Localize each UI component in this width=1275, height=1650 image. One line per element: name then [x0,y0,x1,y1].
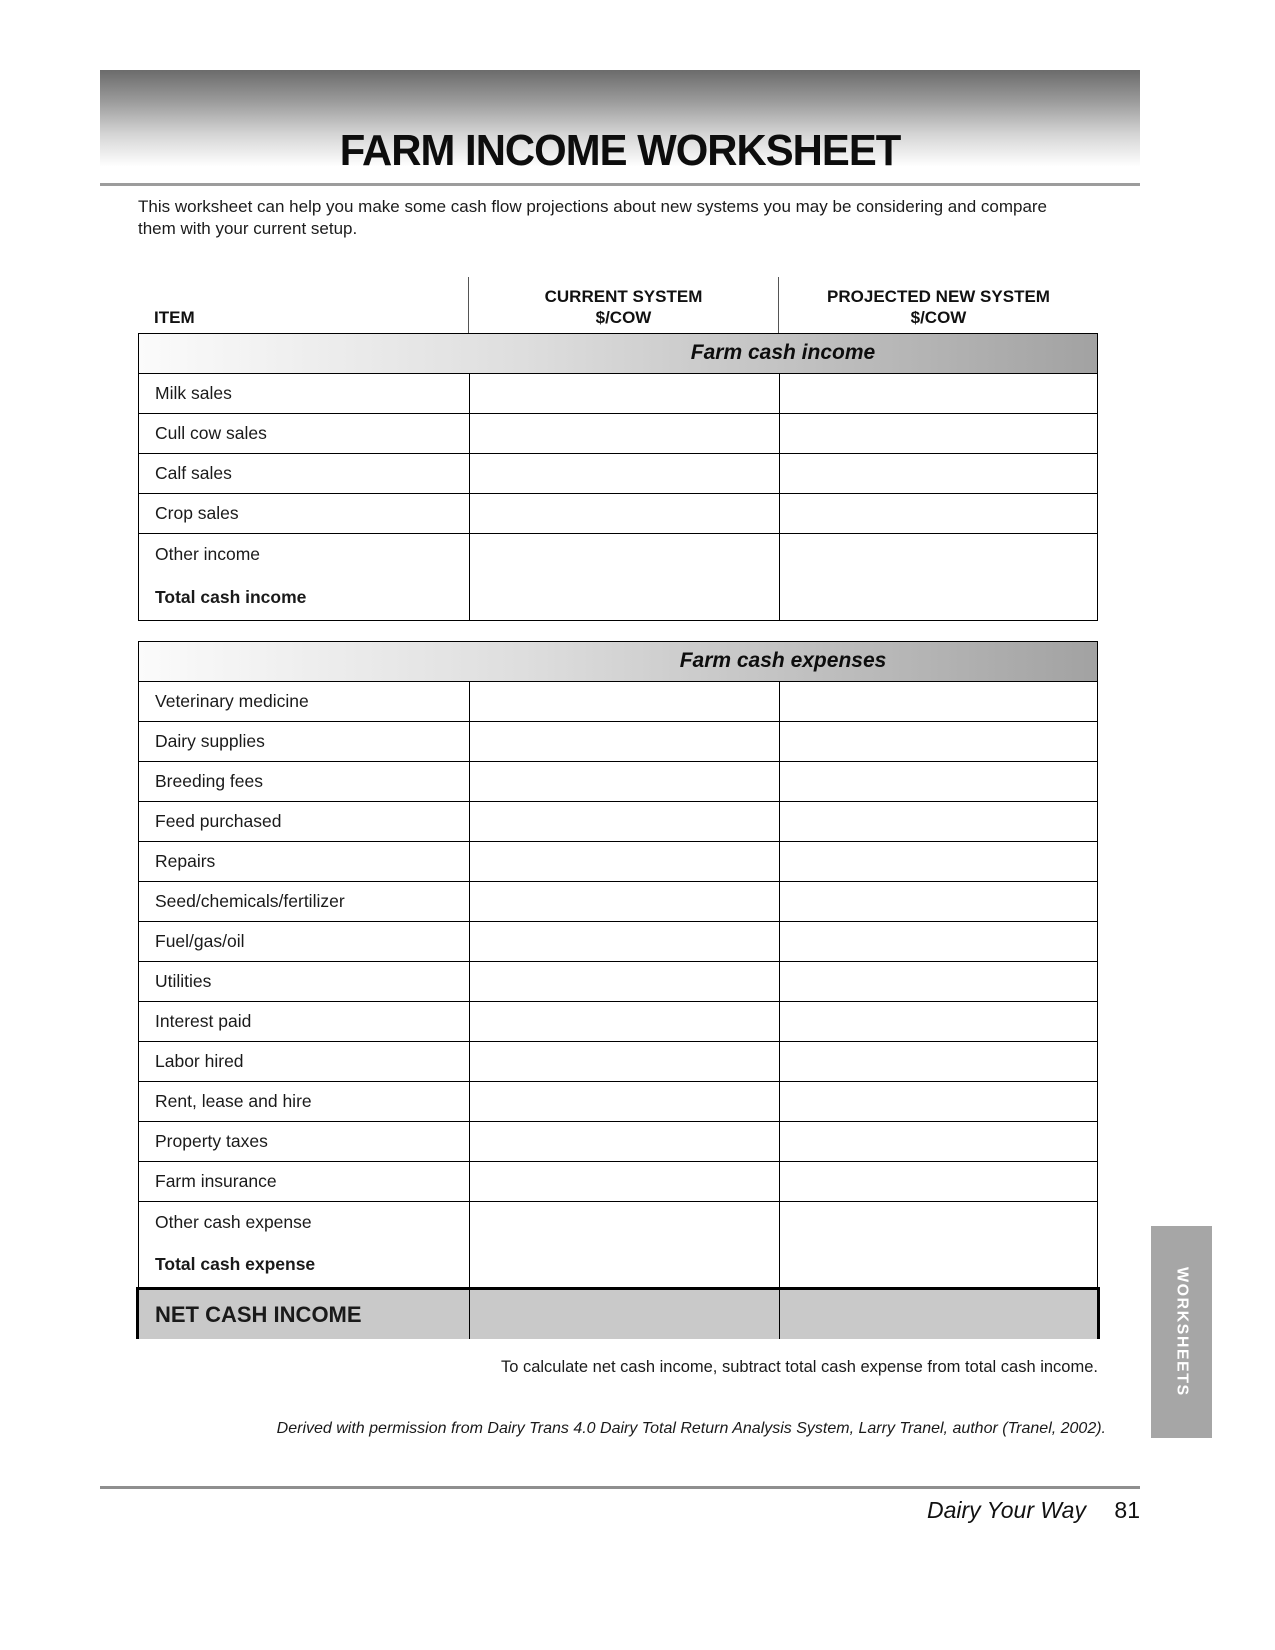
page-title: FARM INCOME WORKSHEET [339,126,901,175]
expense-row-label: Feed purchased [155,811,282,831]
column-header-current-system [468,277,778,333]
projected-system-value-cell[interactable] [779,1002,1097,1041]
current-system-value-cell[interactable] [469,1242,779,1287]
current-system-value-cell[interactable] [469,922,779,961]
income-rows [139,374,1097,574]
current-system-value-cell[interactable] [469,574,779,620]
income-row-label: Cull cow sales [155,423,267,443]
expense-row-label: Seed/chemicals/fertilizer [155,891,345,911]
title-banner [100,70,1140,180]
current-system-value-cell[interactable] [469,1122,779,1161]
current-system-value-cell[interactable] [469,1290,779,1339]
current-system-value-cell[interactable] [469,682,779,721]
current-system-value-cell[interactable] [469,762,779,801]
income-section-title: Farm cash income [690,341,876,364]
expense-row-label: Breeding fees [155,771,263,791]
projected-system-value-cell[interactable] [779,762,1097,801]
expense-row [139,1122,1097,1162]
income-row [139,494,1097,534]
projected-system-value-cell[interactable] [779,1122,1097,1161]
current-system-value-cell[interactable] [469,534,779,574]
intro-paragraph: This worksheet can help you make some cash flow projections about new systems you may be considering and compare them with your current setup. [138,197,1048,238]
farm-cash-expenses-table [138,641,1098,1339]
worksheets-side-tab-label: WORKSHEETS [1173,1267,1191,1397]
expense-row-label: Utilities [155,971,212,991]
column-header-projected-unit: $/COW [910,308,967,327]
income-section-header [139,334,1097,374]
projected-system-value-cell[interactable] [779,414,1097,453]
projected-system-value-cell[interactable] [779,374,1097,413]
total-cash-expense-row [139,1242,1097,1288]
footer-rule [100,1486,1140,1489]
expense-row [139,682,1097,722]
income-row-label: Other income [155,543,261,564]
expense-row [139,1002,1097,1042]
expense-rows [139,682,1097,1242]
income-row [139,414,1097,454]
expense-row [139,962,1097,1002]
net-cash-income-row [136,1287,1100,1339]
projected-system-value-cell[interactable] [779,1290,1097,1339]
total-cash-expense-label: Total cash expense [155,1254,316,1274]
expense-row-label: Rent, lease and hire [155,1091,312,1111]
expense-row-label: Labor hired [155,1051,244,1071]
column-header-current-unit: $/COW [595,308,652,327]
expense-row-label: Repairs [155,851,216,871]
expense-row-label: Dairy supplies [155,731,265,751]
current-system-value-cell[interactable] [469,842,779,881]
expense-row [139,722,1097,762]
projected-system-value-cell[interactable] [779,682,1097,721]
projected-system-value-cell[interactable] [779,1082,1097,1121]
expense-row [139,882,1097,922]
current-system-value-cell[interactable] [469,414,779,453]
projected-system-value-cell[interactable] [779,1162,1097,1201]
current-system-value-cell[interactable] [469,1082,779,1121]
current-system-value-cell[interactable] [469,1202,779,1242]
expense-row-label: Farm insurance [155,1171,277,1191]
expense-row-label: Fuel/gas/oil [155,931,245,951]
expense-row [139,1042,1097,1082]
projected-system-value-cell[interactable] [779,574,1097,620]
page-number: 81 [1114,1497,1140,1523]
expense-row [139,1082,1097,1122]
income-row [139,534,1097,574]
table-column-headers [138,277,1098,333]
column-header-item-label: ITEM [154,308,195,327]
expenses-section-title: Farm cash expenses [679,649,887,672]
current-system-value-cell[interactable] [469,1162,779,1201]
projected-system-value-cell[interactable] [779,802,1097,841]
current-system-value-cell[interactable] [469,722,779,761]
current-system-value-cell[interactable] [469,802,779,841]
projected-system-value-cell[interactable] [779,842,1097,881]
expense-row [139,1202,1097,1242]
projected-system-value-cell[interactable] [779,922,1097,961]
total-cash-income-row [139,574,1097,620]
expense-row [139,1162,1097,1202]
column-header-projected-label: PROJECTED NEW SYSTEM [827,287,1050,306]
projected-system-value-cell[interactable] [779,722,1097,761]
column-header-current-label: CURRENT SYSTEM [544,287,703,306]
current-system-value-cell[interactable] [469,882,779,921]
column-header-item [138,277,468,333]
projected-system-value-cell[interactable] [779,534,1097,574]
expense-row [139,842,1097,882]
column-header-projected-system [778,277,1098,333]
net-cash-income-label: NET CASH INCOME [155,1301,362,1327]
income-row-label: Calf sales [155,463,232,483]
current-system-value-cell[interactable] [469,1042,779,1081]
projected-system-value-cell[interactable] [779,882,1097,921]
title-rule [100,183,1140,186]
expense-row-label: Property taxes [155,1131,268,1151]
current-system-value-cell[interactable] [469,494,779,533]
book-title: Dairy Your Way [927,1497,1086,1523]
expense-row [139,762,1097,802]
current-system-value-cell[interactable] [469,1002,779,1041]
attribution-text: Derived with permission from Dairy Trans 4.0 Dairy Total Return Analysis System, Larry Tranel, author (Tranel, 2002). [276,1420,1106,1437]
expense-row-label: Veterinary medicine [155,691,309,711]
expense-row [139,922,1097,962]
projected-system-value-cell[interactable] [779,454,1097,493]
projected-system-value-cell[interactable] [779,1242,1097,1287]
projected-system-value-cell[interactable] [779,1202,1097,1242]
expenses-section-header [139,642,1097,682]
income-row-label: Milk sales [155,383,232,403]
worksheets-side-tab [1151,1226,1212,1438]
farm-cash-income-table [138,333,1098,621]
current-system-value-cell[interactable] [469,962,779,1001]
income-row [139,454,1097,494]
projected-system-value-cell[interactable] [779,494,1097,533]
calculation-note: To calculate net cash income, subtract total cash expense from total cash income. [500,1358,1098,1376]
expense-row-label: Interest paid [155,1011,252,1031]
expense-row-label: Other cash expense [155,1211,312,1232]
current-system-value-cell[interactable] [469,374,779,413]
projected-system-value-cell[interactable] [779,962,1097,1001]
income-row-label: Crop sales [155,503,239,523]
expense-row [139,802,1097,842]
projected-system-value-cell[interactable] [779,1042,1097,1081]
income-row [139,374,1097,414]
current-system-value-cell[interactable] [469,454,779,493]
total-cash-income-label: Total cash income [155,586,307,607]
page-footer [100,1497,1140,1524]
